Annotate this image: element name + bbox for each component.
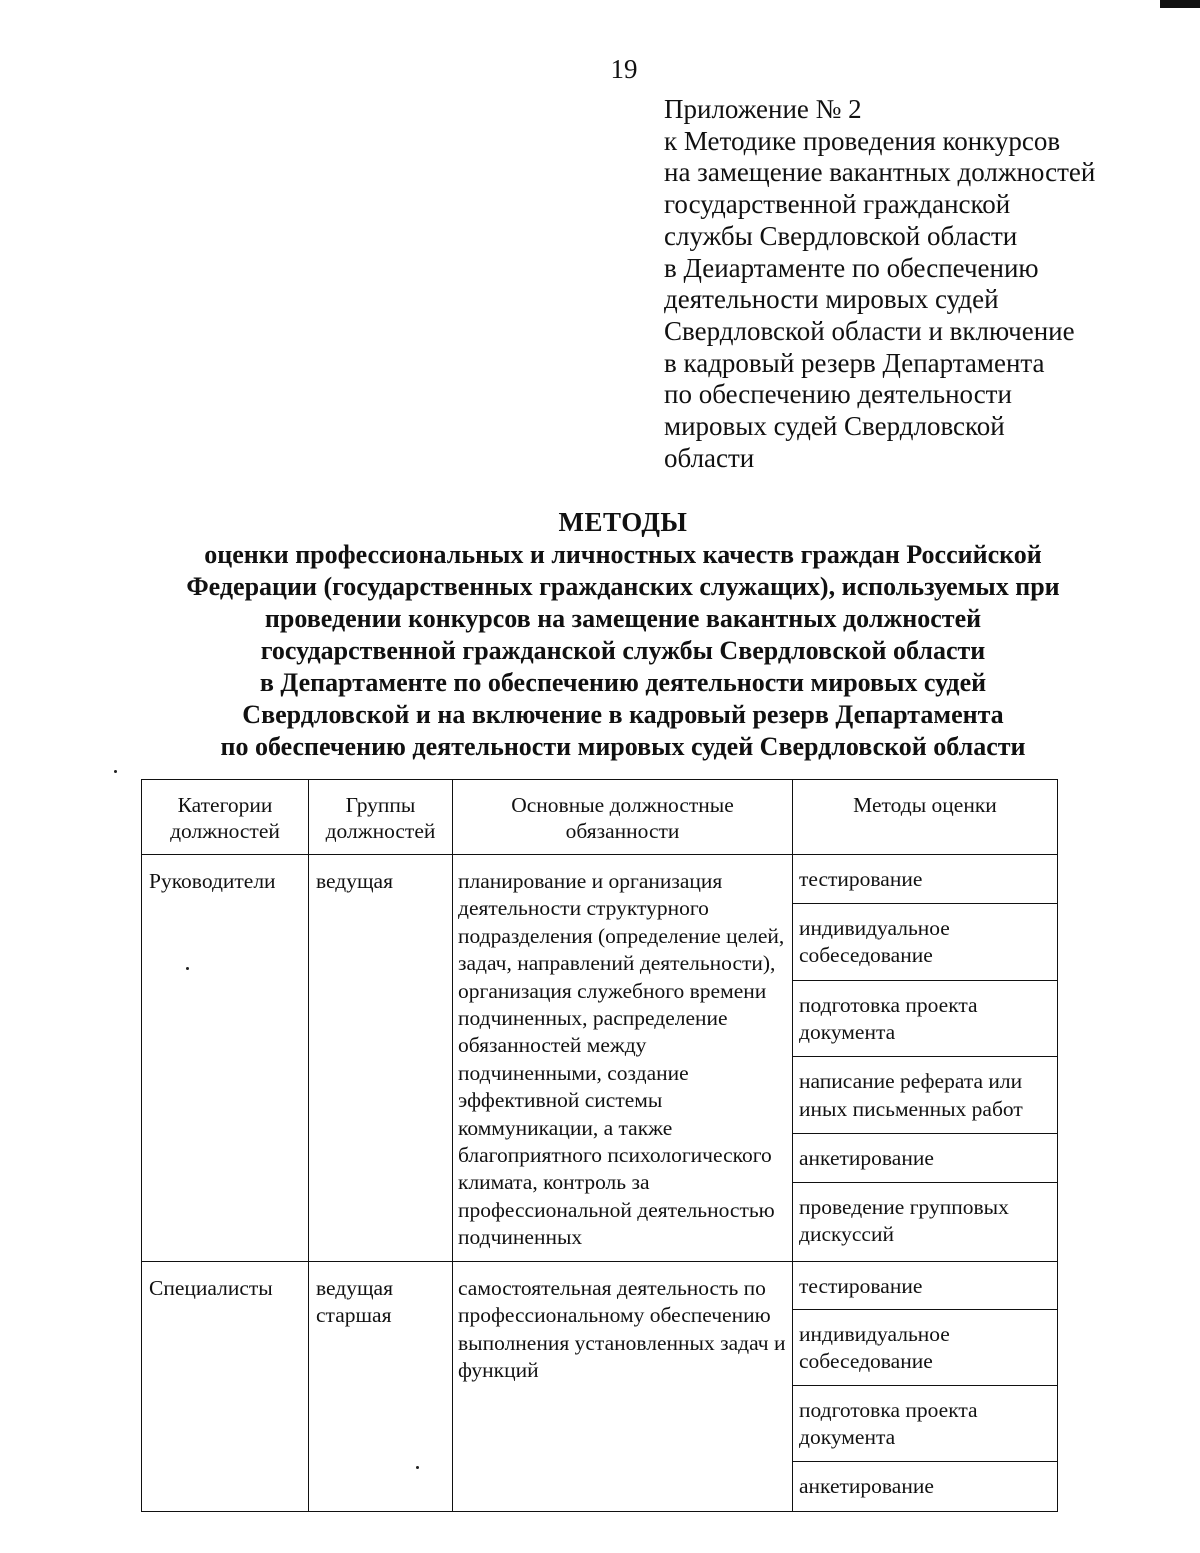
method-text: написание реферата или иных письменных работ xyxy=(799,1069,1023,1121)
table-row xyxy=(142,1261,1058,1309)
appendix-line: по обеспечению деятельности xyxy=(664,379,1012,410)
method-text: проведение групповых дискуссий xyxy=(799,1194,1009,1247)
document-title: МЕТОДЫ xyxy=(558,507,688,537)
header-categories: Категории должностей xyxy=(142,780,309,855)
group-cell xyxy=(309,855,453,1262)
subtitle-line: оценки профессиональных и личностных качеств граждан Российской xyxy=(204,540,1042,569)
header-groups: Группы должностей xyxy=(309,780,453,855)
appendix-line: службы Свердловской области xyxy=(664,220,1018,251)
subtitle-line: государственной гражданской службы Свердловской области xyxy=(260,636,986,665)
duties-text: планирование и организация деятельности структурного подразделения (определение целей, задач, направлений деятельности), организация служебного времени подчиненных, распределение обязанностей между подчиненными, создание эффективной системы коммуникации, а также благоприятного психологического климата, контроль за профессиональной деятельностью подчиненных xyxy=(458,869,785,1250)
appendix-line: Свердловской области и включение xyxy=(664,315,1075,346)
method-text: анкетирование xyxy=(799,1146,934,1171)
subtitle-line: Свердловской и на включение в кадровый резерв Департамента xyxy=(242,700,1004,729)
subtitle-line: Федерации (государственных гражданских служащих), используемых при xyxy=(186,572,1060,601)
method-text: тестирование xyxy=(799,867,923,891)
category-cell xyxy=(142,855,309,1262)
document-subtitle xyxy=(150,539,1096,763)
category-text: Руководители xyxy=(149,869,276,893)
scan-corner-mark xyxy=(1160,0,1200,8)
method-cell xyxy=(793,1461,1058,1511)
appendix-note xyxy=(664,94,1095,474)
header-methods: Методы оценки xyxy=(793,780,1058,855)
appendix-line: Приложение № 2 xyxy=(664,94,862,124)
duties-cell xyxy=(453,1261,793,1511)
methods-table xyxy=(141,779,1058,1512)
duties-cell xyxy=(453,855,793,1262)
header-duties: Основные должностные обязанности xyxy=(453,780,793,855)
group-cell xyxy=(309,1261,453,1511)
method-text: подготовка проекта документа xyxy=(799,992,978,1044)
method-cell xyxy=(793,1261,1058,1309)
method-cell xyxy=(793,980,1058,1057)
method-text: подготовка проекта документа xyxy=(799,1397,978,1450)
method-cell xyxy=(793,903,1058,980)
method-cell xyxy=(793,1385,1058,1461)
category-text: Специалисты xyxy=(149,1275,273,1300)
method-cell xyxy=(793,855,1058,904)
category-cell xyxy=(142,1261,309,1511)
subtitle-line: проведении конкурсов на замещение вакантных должностей xyxy=(264,604,982,633)
appendix-line: деятельности мировых судей xyxy=(664,284,999,315)
appendix-line: в кадровый резерв Департамента xyxy=(664,347,1045,378)
method-cell xyxy=(793,1134,1058,1183)
duties-text: самостоятельная деятельность по профессиональному обеспечению выполнения установленных задач и функций xyxy=(458,1275,786,1382)
appendix-line: к Методике проведения конкурсов xyxy=(664,125,1061,156)
table-row xyxy=(142,855,1058,904)
appendix-line: области xyxy=(664,442,755,473)
subtitle-line: в Департаменте по обеспечению деятельности мировых судей xyxy=(259,668,987,697)
group-text: ведущая старшая xyxy=(316,1275,393,1328)
method-text: тестирование xyxy=(799,1273,923,1298)
method-text: индивидуальное собеседование xyxy=(799,915,950,967)
appendix-line: государственной гражданской xyxy=(664,189,1011,220)
page-number: 19 xyxy=(610,54,638,84)
method-text: индивидуальное собеседование xyxy=(799,1321,950,1374)
method-cell xyxy=(793,1309,1058,1385)
method-cell xyxy=(793,1182,1058,1261)
group-text: ведущая xyxy=(316,869,393,893)
table-header-row xyxy=(142,780,1058,855)
appendix-line: в Деиартаменте по обеспечению xyxy=(664,252,1039,283)
subtitle-line: по обеспечению деятельности мировых судей Свердловской области xyxy=(220,732,1026,761)
method-cell xyxy=(793,1057,1058,1134)
method-text: анкетирование xyxy=(799,1473,934,1498)
appendix-line: мировых судей Свердловской xyxy=(664,411,1005,442)
appendix-line: на замещение вакантных должностей xyxy=(664,157,1096,188)
document-title-block xyxy=(150,505,1096,763)
scan-speck xyxy=(114,770,117,773)
